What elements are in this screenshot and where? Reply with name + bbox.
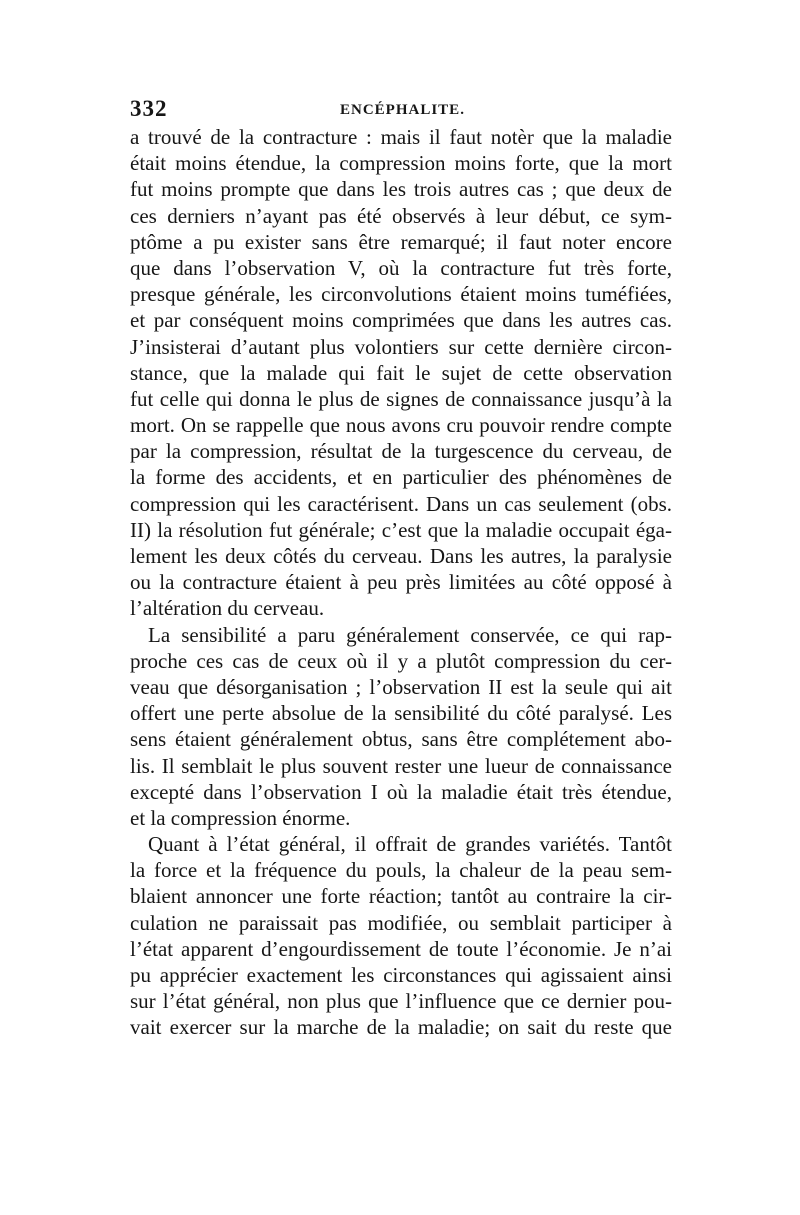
text-line: II) la résolution fut générale; c’est que la maladie occupait éga- [130, 517, 672, 542]
text-line: lis. Il semblait le plus souvent rester une lueur de connaissance [130, 753, 672, 778]
text-line: la force et la fréquence du pouls, la chaleur de la peau sem- [130, 858, 672, 883]
text-line: stance, que la malade qui fait le sujet de cette observation [130, 360, 672, 385]
text-line: proche ces cas de ceux où il y a plutôt compression du cer- [130, 648, 672, 673]
text-line: mort. On se rappelle que nous avons cru pouvoir rendre compte [130, 413, 672, 438]
text-line: ptôme a pu exister sans être remarqué; il faut noter encore [130, 229, 672, 254]
text-line: excepté dans l’observation I où la maladie était très étendue, [130, 779, 672, 804]
text-line: compression qui les caractérisent. Dans un cas seulement (obs. [130, 491, 672, 516]
text-line: par la compression, résultat de la turgescence du cerveau, de [130, 439, 672, 464]
paragraph-start-line: Quant à l’état général, il offrait de grandes variétés. Tantôt [148, 832, 672, 857]
text-line: et par conséquent moins comprimées que dans les autres cas. [130, 308, 672, 333]
text-line: culation ne paraissait pas modifiée, ou semblait participer à [130, 910, 672, 935]
text-line: veau que désorganisation ; l’observation II est la seule qui ait [130, 674, 672, 699]
text-line: blaient annoncer une forte réaction; tantôt au contraire la cir- [130, 884, 672, 909]
text-line: sens étaient généralement obtus, sans être complétement abo- [130, 727, 672, 752]
text-line: pu apprécier exactement les circonstances qui agissaient ainsi [130, 963, 672, 987]
text-line: a trouvé de la contracture : mais il faut notèr que la maladie [130, 125, 672, 149]
body-text [130, 124, 672, 1041]
text-line: offert une perte absolue de la sensibilité du côté paralysé. Les [130, 701, 672, 726]
page-header [130, 96, 670, 126]
text-line: ces derniers n’ayant pas été observés à leur début, ce sym- [130, 203, 672, 228]
text-line: l’état apparent d’engourdissement de toute l’économie. Je n’ai [130, 936, 672, 961]
paragraph-end-line: l’altération du cerveau. [130, 596, 325, 621]
text-line: était moins étendue, la compression moins forte, que la mort [130, 151, 672, 176]
text-line: sur l’état général, non plus que l’influence que ce dernier pou- [130, 989, 672, 1014]
running-head: ENCÉPHALITE. [340, 102, 465, 118]
text-line: vait exercer sur la marche de la maladie; on sait du reste que [130, 1015, 672, 1040]
paragraph-end-line: et la compression énorme. [130, 805, 351, 830]
text-line: la forme des accidents, et en particulier des phénomènes de [130, 465, 672, 490]
text-line: J’insisterai d’autant plus volontiers sur cette dernière circon- [130, 334, 672, 359]
text-line: fut moins prompte que dans les trois autres cas ; que deux de [130, 177, 672, 202]
page-number: 332 [130, 96, 168, 121]
text-line: ou la contracture étaient à peu près limitées au côté opposé à [130, 570, 672, 595]
paragraph-start-line: La sensibilité a paru généralement conservée, ce qui rap- [148, 622, 672, 647]
text-line: presque générale, les circonvolutions étaient moins tuméfiées, [130, 282, 672, 307]
text-line: fut celle qui donna le plus de signes de connaissance jusqu’à la [130, 386, 672, 411]
text-line: lement les deux côtés du cerveau. Dans les autres, la paralysie [130, 544, 672, 568]
text-line: que dans l’observation V, où la contracture fut très forte, [130, 255, 672, 280]
